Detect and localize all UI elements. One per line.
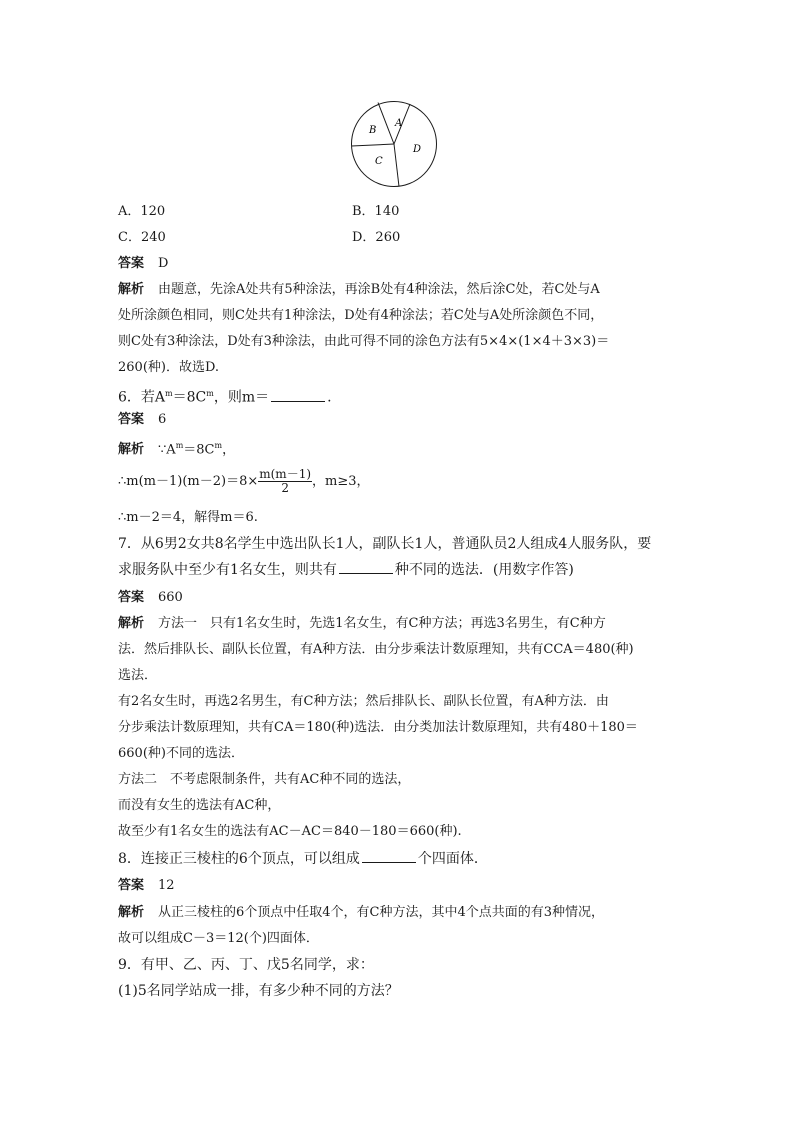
fraction-numerator: m(m－1): [259, 467, 312, 481]
analysis-text: ，: [222, 442, 236, 458]
q7-analysis-line: 有2名女生时，再选2名男生，有C种方法；然后排队长、副队长位置，有A种方法．由: [118, 694, 609, 709]
divider-line: [378, 103, 394, 145]
analysis-text: ，m≥3，: [312, 474, 370, 489]
q9-subquestion: (1)5名同学站成一排，有多少种不同的方法？: [118, 983, 399, 999]
analysis-text: 从正三棱柱的6个顶点中任取4个，有C种方法，其中4个点共面的有3种情况，: [158, 905, 605, 920]
q7-stem: [118, 561, 574, 579]
q6-analysis-line: 解析 $\because A^m=8C^m$，: [118, 441, 236, 458]
option-c: C．240: [118, 230, 166, 245]
analysis-text: ∵A: [158, 442, 176, 458]
q6-stem: 6．若$A^m=8C^m$，则m＝ .: [118, 389, 332, 406]
analysis-label: 解析: [118, 282, 145, 297]
q7-analysis-line: 故至少有1名女生的选法有AC－AC＝840－180＝660(种).: [118, 824, 462, 839]
q6-text: ，则m＝: [213, 389, 270, 406]
q7-analysis-line: 选法．: [118, 668, 158, 683]
q7-answer: [118, 589, 183, 607]
coloring-diagram: [350, 100, 438, 188]
q7-text: 种不同的选法．(用数字作答): [394, 562, 574, 578]
q7-stem: 7．从6男2女共8名学生中选出队长1人，副队长1人，普通队员2人组成4人服务队，要: [118, 536, 652, 552]
option-a: A．120: [118, 204, 166, 219]
region-label-d: D: [413, 144, 422, 155]
q8-analysis-line: [118, 904, 604, 922]
q8-answer: [118, 877, 175, 895]
answer-value: D: [158, 256, 169, 271]
option-b: B．140: [352, 204, 400, 219]
analysis-text: ＝8C: [183, 442, 215, 458]
analysis-label: 解析: [118, 616, 145, 631]
q6-analysis-line: ∴m－2＝4，解得m＝6.: [118, 510, 258, 525]
answer-label: 答案: [118, 256, 145, 271]
q6-text: ＝8C: [172, 389, 207, 406]
analysis-label: 解析: [118, 442, 145, 458]
answer-blank: [271, 389, 325, 402]
region-label-a: A: [395, 118, 403, 129]
analysis-text: ∴m(m－1)(m－2)＝8×: [118, 474, 259, 489]
q6-answer: [118, 411, 166, 429]
answer-label: 答案: [118, 412, 145, 427]
q8-text: 8．连接正三棱柱的6个顶点，可以组成: [118, 851, 360, 867]
q8-text: 个四面体．: [417, 851, 488, 867]
q8-analysis-line: 故可以组成C－3＝12(个)四面体．: [118, 931, 319, 946]
answer-blank: [362, 850, 416, 863]
q7-analysis-line: 660(种)不同的选法．: [118, 746, 244, 761]
q6-text: .: [327, 389, 332, 406]
region-label-b: B: [369, 125, 377, 136]
divider-line: [394, 144, 399, 187]
answer-value: 660: [158, 590, 183, 605]
fraction-denominator: 2: [281, 481, 289, 495]
q7-analysis-line: 方法二 不考虑限制条件，共有AC种不同的选法，: [118, 772, 411, 787]
option-d: D．260: [352, 230, 401, 245]
q7-analysis-line: 而没有女生的选法有AC种，: [118, 798, 281, 813]
divider-line: [352, 144, 395, 146]
q5-analysis-line: 处所涂颜色相同，则C处共有1种涂法，D处有4种涂法；若C处与A处所涂颜色不同，: [118, 308, 604, 323]
answer-label: 答案: [118, 590, 145, 605]
analysis-text: 方法一 只有1名女生时，先选1名女生，有C种方法；再选3名男生，有C种方: [158, 616, 606, 631]
q9-stem: 9．有甲、乙、丙、丁、戊5名同学，求：: [118, 957, 374, 973]
q7-text: 求服务队中至少有1名女生，则共有: [118, 562, 337, 578]
analysis-label: 解析: [118, 905, 145, 920]
q7-analysis-line: 分步乘法计数原理知，共有CA＝180(种)选法．由分类加法计数原理知，共有480＋180＝: [118, 720, 638, 735]
q5-answer: [118, 255, 168, 273]
analysis-text: 由题意，先涂A处共有5种涂法，再涂B处有4种涂法，然后涂C处，若C处与A: [158, 282, 600, 297]
q8-stem: [118, 850, 488, 868]
q5-analysis-line: 则C处有3种涂法，D处有3种涂法，由此可得不同的涂色方法有5×4×(1×4＋3×3)＝: [118, 334, 610, 349]
q7-analysis-line: [118, 615, 606, 633]
answer-value: 6: [158, 412, 167, 427]
q5-analysis-line: 260(种)．故选D.: [118, 360, 220, 375]
answer-label: 答案: [118, 878, 145, 893]
answer-blank: [339, 561, 393, 574]
fraction: [258, 468, 312, 495]
region-label-c: C: [375, 156, 383, 167]
q6-analysis-line: [118, 468, 370, 495]
q5-analysis-line: [118, 281, 600, 299]
answer-value: 12: [158, 878, 175, 893]
q6-text: 6．若A: [118, 389, 166, 406]
q7-analysis-line: 法．然后排队长、副队长位置，有A种方法．由分步乘法计数原理知，共有CCA＝480(种): [118, 642, 634, 657]
